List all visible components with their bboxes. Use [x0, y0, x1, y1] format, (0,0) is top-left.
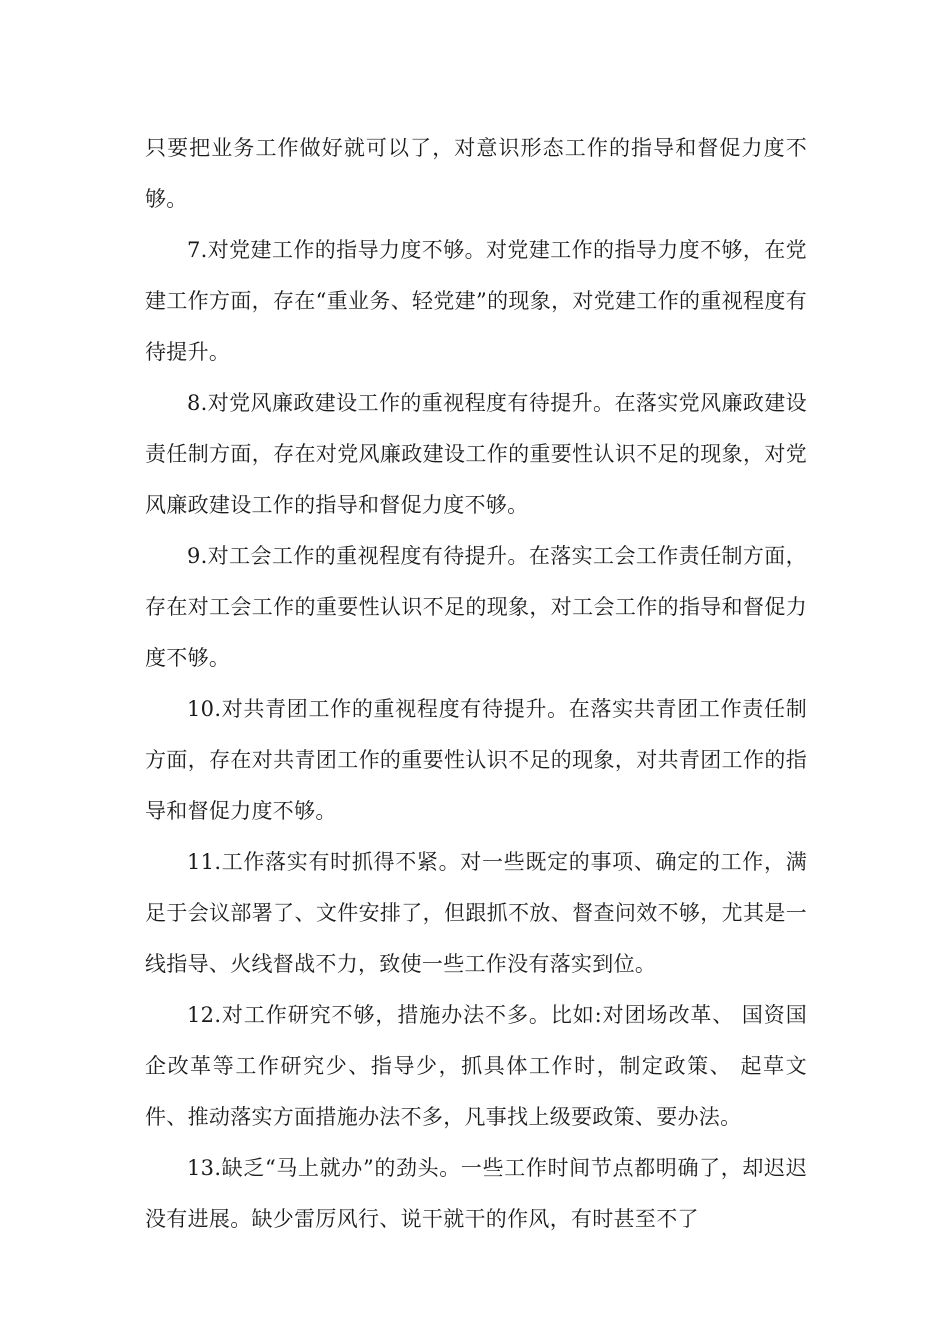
document-page [145, 123, 807, 1245]
paragraph-item-13: 13.缺乏“马上就办”的劲头。一些工作时间节点都明确了，却迟迟没有进展。缺少雷厉风行、说干就干的作风，有时甚至不了 [145, 1156, 807, 1231]
paragraph-item-11: 11.工作落实有时抓得不紧。对一些既定的事项、确定的工作，满足于会议部署了、文件安排了，但跟抓不放、督查问效不够，尤其是一线指导、火线督战不力，致使一些工作没有落实到位。 [145, 850, 807, 976]
paragraph-item-10: 10.对共青团工作的重视程度有待提升。在落实共青团工作责任制方面，存在对共青团工作的重要性认识不足的现象，对共青团工作的指导和督促力度不够。 [145, 697, 807, 823]
paragraph-item-7: 7.对党建工作的指导力度不够。对党建工作的指导力度不够，在党建工作方面，存在“重业务、轻党建”的现象，对党建工作的重视程度有待提升。 [145, 238, 807, 364]
paragraph-continuation: 只要把业务工作做好就可以了，对意识形态工作的指导和督促力度不够。 [145, 136, 807, 211]
paragraph-item-9: 9.对工会工作的重视程度有待提升。在落实工会工作责任制方面，存在对工会工作的重要性认识不足的现象，对工会工作的指导和督促力度不够。 [145, 544, 807, 670]
paragraph-item-12: 12.对工作研究不够，措施办法不多。比如:对团场改革、 国资国企改革等工作研究少、指导少，抓具体工作时，制定政策、 起草文件、推动落实方面措施办法不多，凡事找上级要政策、要办法。 [145, 1003, 807, 1129]
paragraph-item-8: 8.对党风廉政建设工作的重视程度有待提升。在落实党风廉政建设责任制方面，存在对党风廉政建设工作的重要性认识不足的现象，对党风廉政建设工作的指导和督促力度不够。 [145, 391, 807, 517]
